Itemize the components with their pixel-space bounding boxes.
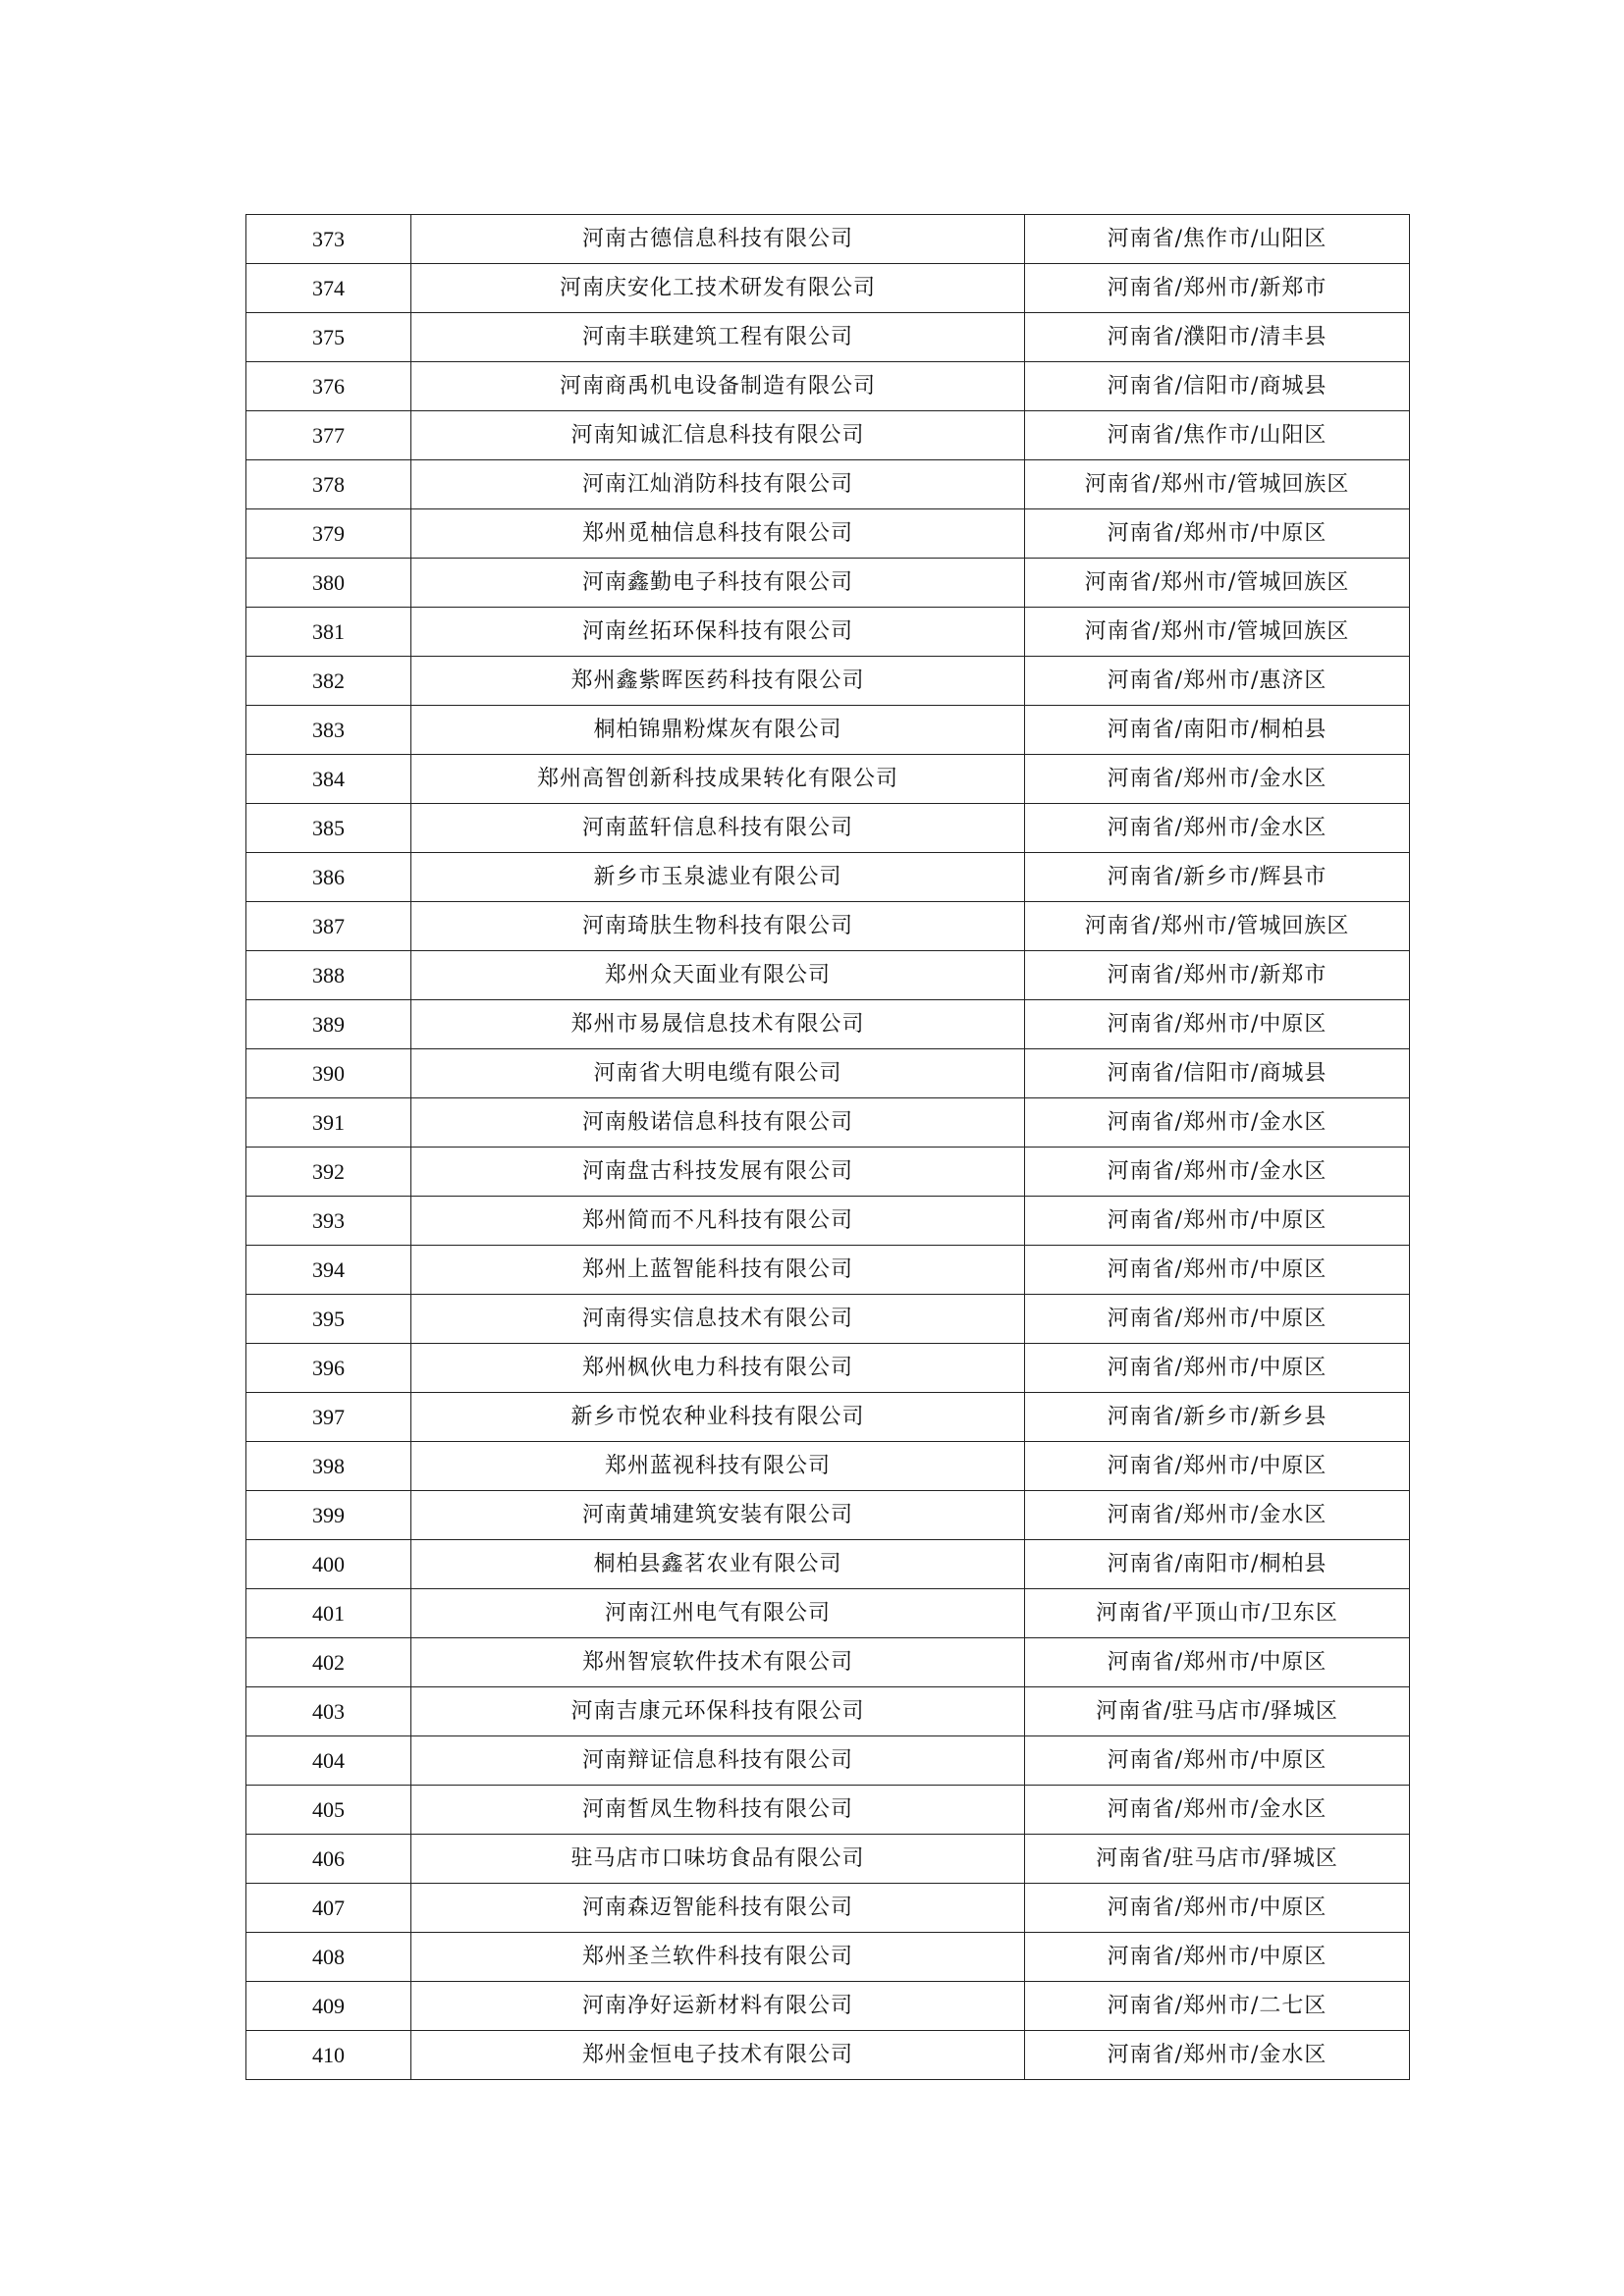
company-name: 河南得实信息技术有限公司 [411, 1295, 1025, 1344]
row-number: 405 [246, 1786, 411, 1835]
table-row [246, 362, 1410, 411]
company-name: 河南知诚汇信息科技有限公司 [411, 411, 1025, 460]
company-name: 河南丝拓环保科技有限公司 [411, 608, 1025, 657]
company-name: 河南江灿消防科技有限公司 [411, 460, 1025, 509]
row-number: 375 [246, 313, 411, 362]
row-number: 406 [246, 1835, 411, 1884]
company-location: 河南省/新乡市/新乡县 [1025, 1393, 1410, 1442]
company-location: 河南省/驻马店市/驿城区 [1025, 1835, 1410, 1884]
row-number: 386 [246, 853, 411, 902]
table-row [246, 1098, 1410, 1148]
row-number: 389 [246, 1000, 411, 1049]
company-location: 河南省/郑州市/中原区 [1025, 1246, 1410, 1295]
row-number: 407 [246, 1884, 411, 1933]
company-name: 河南森迈智能科技有限公司 [411, 1884, 1025, 1933]
table-row [246, 1148, 1410, 1197]
company-name: 河南吉康元环保科技有限公司 [411, 1687, 1025, 1736]
company-location: 河南省/郑州市/金水区 [1025, 755, 1410, 804]
row-number: 403 [246, 1687, 411, 1736]
row-number: 388 [246, 951, 411, 1000]
company-location: 河南省/郑州市/新郑市 [1025, 951, 1410, 1000]
company-location: 河南省/郑州市/中原区 [1025, 1884, 1410, 1933]
company-name: 河南庆安化工技术研发有限公司 [411, 264, 1025, 313]
company-name: 桐柏县鑫茗农业有限公司 [411, 1540, 1025, 1589]
company-location: 河南省/南阳市/桐柏县 [1025, 1540, 1410, 1589]
table-row [246, 902, 1410, 951]
table-row [246, 1687, 1410, 1736]
table-row [246, 1344, 1410, 1393]
table-row [246, 460, 1410, 509]
company-name: 新乡市玉泉滤业有限公司 [411, 853, 1025, 902]
company-name: 河南净好运新材料有限公司 [411, 1982, 1025, 2031]
company-name: 郑州上蓝智能科技有限公司 [411, 1246, 1025, 1295]
company-location: 河南省/平顶山市/卫东区 [1025, 1589, 1410, 1638]
company-location: 河南省/郑州市/金水区 [1025, 804, 1410, 853]
company-name: 郑州高智创新科技成果转化有限公司 [411, 755, 1025, 804]
row-number: 384 [246, 755, 411, 804]
row-number: 382 [246, 657, 411, 706]
company-location: 河南省/郑州市/中原区 [1025, 1295, 1410, 1344]
row-number: 408 [246, 1933, 411, 1982]
company-location: 河南省/郑州市/中原区 [1025, 1736, 1410, 1786]
company-location: 河南省/焦作市/山阳区 [1025, 215, 1410, 264]
company-name: 郑州枫伙电力科技有限公司 [411, 1344, 1025, 1393]
table-row [246, 706, 1410, 755]
company-location: 河南省/郑州市/二七区 [1025, 1982, 1410, 2031]
company-location: 河南省/郑州市/惠济区 [1025, 657, 1410, 706]
company-location: 河南省/信阳市/商城县 [1025, 362, 1410, 411]
company-location: 河南省/郑州市/中原区 [1025, 1638, 1410, 1687]
company-name: 河南般诺信息科技有限公司 [411, 1098, 1025, 1148]
company-location: 河南省/驻马店市/驿城区 [1025, 1687, 1410, 1736]
company-name: 河南江州电气有限公司 [411, 1589, 1025, 1638]
table-row [246, 1638, 1410, 1687]
row-number: 400 [246, 1540, 411, 1589]
company-name: 郑州觅柚信息科技有限公司 [411, 509, 1025, 559]
table-row [246, 411, 1410, 460]
company-location: 河南省/郑州市/中原区 [1025, 509, 1410, 559]
table-row [246, 755, 1410, 804]
table-row [246, 1197, 1410, 1246]
row-number: 409 [246, 1982, 411, 2031]
table-row [246, 1491, 1410, 1540]
company-name: 河南鑫勤电子科技有限公司 [411, 559, 1025, 608]
company-name: 河南丰联建筑工程有限公司 [411, 313, 1025, 362]
table-row [246, 1295, 1410, 1344]
company-location: 河南省/郑州市/金水区 [1025, 1098, 1410, 1148]
row-number: 387 [246, 902, 411, 951]
row-number: 383 [246, 706, 411, 755]
row-number: 390 [246, 1049, 411, 1098]
table-row [246, 215, 1410, 264]
table-row [246, 804, 1410, 853]
company-location: 河南省/郑州市/金水区 [1025, 1148, 1410, 1197]
company-name: 郑州金恒电子技术有限公司 [411, 2031, 1025, 2080]
company-name: 郑州市易晟信息技术有限公司 [411, 1000, 1025, 1049]
company-location: 河南省/郑州市/中原区 [1025, 1000, 1410, 1049]
company-name: 郑州智宸软件技术有限公司 [411, 1638, 1025, 1687]
row-number: 399 [246, 1491, 411, 1540]
company-location: 河南省/郑州市/管城回族区 [1025, 559, 1410, 608]
row-number: 393 [246, 1197, 411, 1246]
row-number: 396 [246, 1344, 411, 1393]
table-row [246, 1049, 1410, 1098]
company-name: 河南省大明电缆有限公司 [411, 1049, 1025, 1098]
table-row [246, 1835, 1410, 1884]
table-row [246, 951, 1410, 1000]
company-name: 郑州蓝视科技有限公司 [411, 1442, 1025, 1491]
table-row [246, 608, 1410, 657]
table-row [246, 1786, 1410, 1835]
row-number: 392 [246, 1148, 411, 1197]
row-number: 401 [246, 1589, 411, 1638]
row-number: 398 [246, 1442, 411, 1491]
company-location: 河南省/信阳市/商城县 [1025, 1049, 1410, 1098]
row-number: 379 [246, 509, 411, 559]
company-location: 河南省/郑州市/新郑市 [1025, 264, 1410, 313]
table-row [246, 657, 1410, 706]
company-name: 河南商禹机电设备制造有限公司 [411, 362, 1025, 411]
company-name: 河南蓝轩信息科技有限公司 [411, 804, 1025, 853]
company-name: 郑州简而不凡科技有限公司 [411, 1197, 1025, 1246]
row-number: 376 [246, 362, 411, 411]
table-row [246, 1393, 1410, 1442]
company-name: 河南辩证信息科技有限公司 [411, 1736, 1025, 1786]
company-location: 河南省/郑州市/中原区 [1025, 1933, 1410, 1982]
company-location: 河南省/南阳市/桐柏县 [1025, 706, 1410, 755]
company-table [245, 214, 1410, 2080]
table-row [246, 509, 1410, 559]
company-name: 郑州众天面业有限公司 [411, 951, 1025, 1000]
company-location: 河南省/郑州市/中原区 [1025, 1344, 1410, 1393]
row-number: 391 [246, 1098, 411, 1148]
company-location: 河南省/郑州市/管城回族区 [1025, 608, 1410, 657]
table-row [246, 1000, 1410, 1049]
row-number: 377 [246, 411, 411, 460]
company-location: 河南省/新乡市/辉县市 [1025, 853, 1410, 902]
row-number: 373 [246, 215, 411, 264]
company-name: 河南盘古科技发展有限公司 [411, 1148, 1025, 1197]
company-location: 河南省/郑州市/管城回族区 [1025, 902, 1410, 951]
company-name: 桐柏锦鼎粉煤灰有限公司 [411, 706, 1025, 755]
table-row [246, 1246, 1410, 1295]
company-location: 河南省/郑州市/金水区 [1025, 1491, 1410, 1540]
company-name: 河南皙凤生物科技有限公司 [411, 1786, 1025, 1835]
company-name: 郑州鑫紫晖医药科技有限公司 [411, 657, 1025, 706]
table-row [246, 1736, 1410, 1786]
company-name: 驻马店市口味坊食品有限公司 [411, 1835, 1025, 1884]
row-number: 385 [246, 804, 411, 853]
row-number: 394 [246, 1246, 411, 1295]
table-row [246, 559, 1410, 608]
row-number: 402 [246, 1638, 411, 1687]
row-number: 410 [246, 2031, 411, 2080]
table-row [246, 313, 1410, 362]
table-row [246, 1982, 1410, 2031]
company-name: 河南琦肤生物科技有限公司 [411, 902, 1025, 951]
company-location: 河南省/濮阳市/清丰县 [1025, 313, 1410, 362]
company-name: 河南古德信息科技有限公司 [411, 215, 1025, 264]
table-row [246, 1933, 1410, 1982]
company-location: 河南省/郑州市/中原区 [1025, 1197, 1410, 1246]
table-row [246, 2031, 1410, 2080]
row-number: 380 [246, 559, 411, 608]
row-number: 404 [246, 1736, 411, 1786]
table-body [246, 215, 1410, 2080]
table-row [246, 853, 1410, 902]
table-row [246, 1884, 1410, 1933]
company-name: 郑州圣兰软件科技有限公司 [411, 1933, 1025, 1982]
company-location: 河南省/郑州市/金水区 [1025, 2031, 1410, 2080]
company-location: 河南省/郑州市/管城回族区 [1025, 460, 1410, 509]
table-row [246, 1442, 1410, 1491]
company-location: 河南省/焦作市/山阳区 [1025, 411, 1410, 460]
table-row [246, 264, 1410, 313]
table-row [246, 1589, 1410, 1638]
row-number: 381 [246, 608, 411, 657]
company-location: 河南省/郑州市/中原区 [1025, 1442, 1410, 1491]
company-name: 新乡市悦农种业科技有限公司 [411, 1393, 1025, 1442]
row-number: 397 [246, 1393, 411, 1442]
row-number: 395 [246, 1295, 411, 1344]
row-number: 374 [246, 264, 411, 313]
company-location: 河南省/郑州市/金水区 [1025, 1786, 1410, 1835]
company-name: 河南黄埔建筑安装有限公司 [411, 1491, 1025, 1540]
table-row [246, 1540, 1410, 1589]
row-number: 378 [246, 460, 411, 509]
